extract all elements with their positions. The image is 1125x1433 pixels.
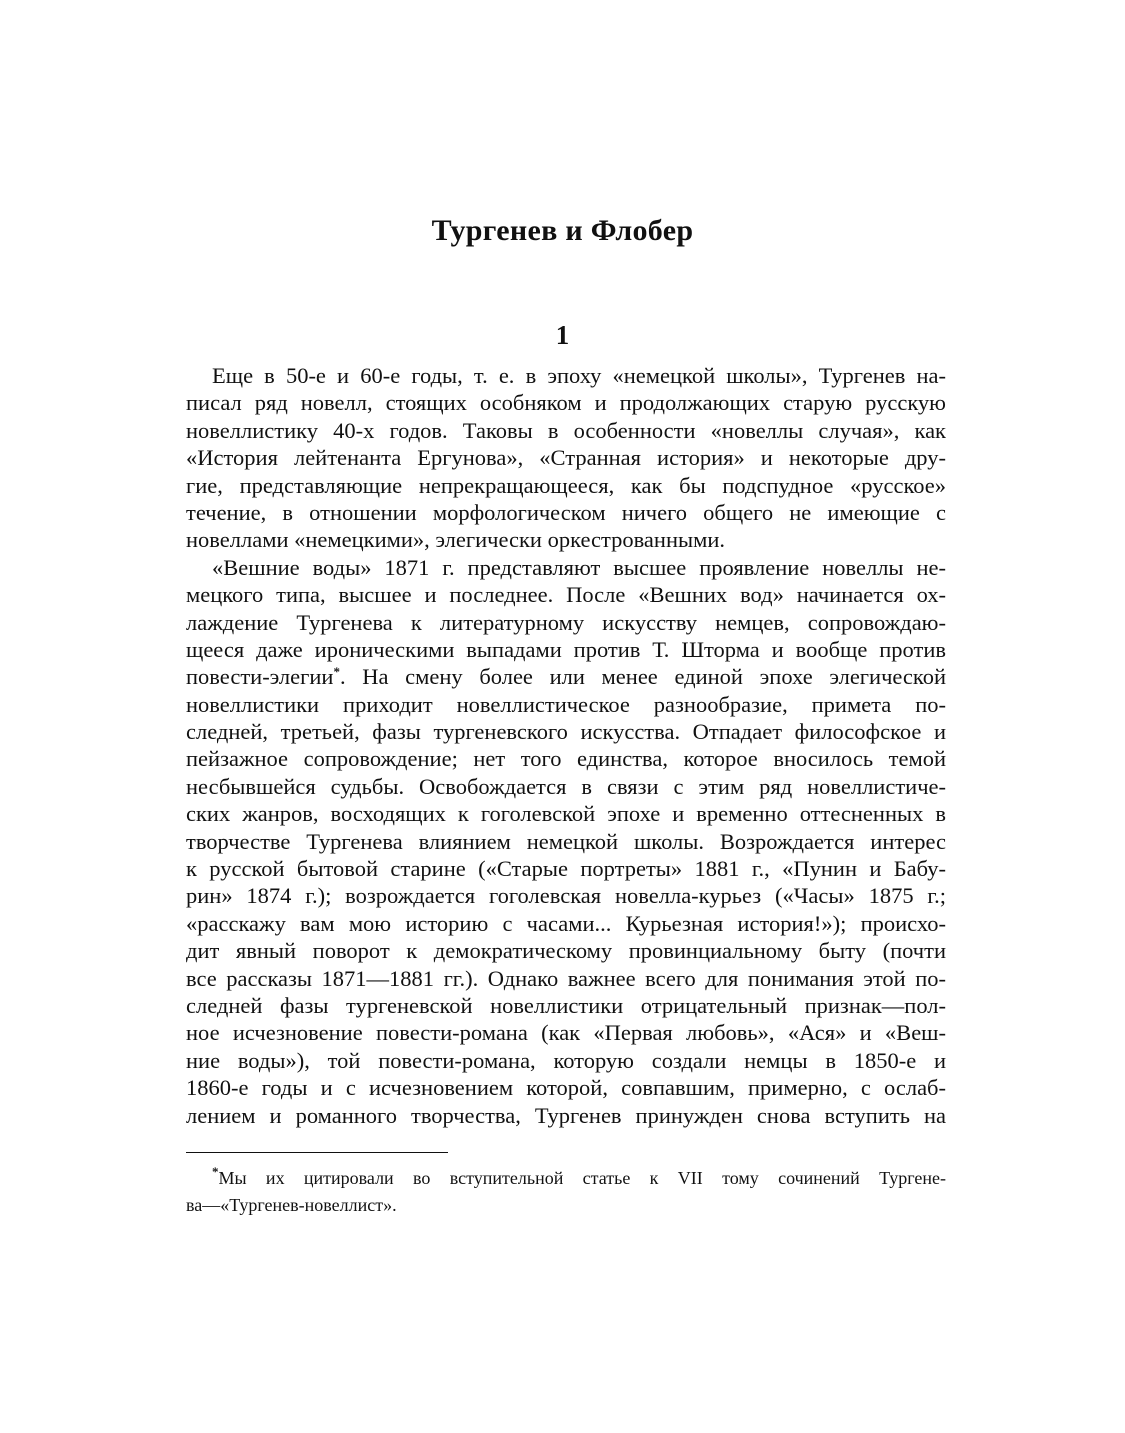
- paragraph-2-line: «расскажу вам мою историю с часами... Курьезная история!»); происхо-: [186, 910, 946, 936]
- paragraph-2-line: новеллистики приходит новеллистическое разнообразие, примета по-: [186, 691, 946, 717]
- paragraph-2-line: ное исчезновение повести-романа (как «Первая любовь», «Ася» и «Веш-: [186, 1020, 946, 1046]
- paragraph-2-line: пейзажное сопровождение; нет того единства, которое вносилось темой: [186, 746, 946, 772]
- footnote-reference-text: повести-элегии: [186, 664, 334, 690]
- paragraph-2-line: ских жанров, восходящих к гоголевской эпохе и временно оттесненных в: [186, 801, 946, 827]
- paragraph-1-line: писал ряд новелл, стоящих особняком и продолжающих старую русскую: [186, 390, 946, 416]
- paragraph-2-line: несбывшейся судьбы. Освобождается в связи с этим ряд новеллистиче-: [186, 773, 946, 799]
- paragraph-2-line-with-footnote: повести-элегии*. На смену более или менее единой эпохе элегической: [186, 664, 947, 690]
- footnote-reference-marker[interactable]: *: [333, 664, 340, 680]
- paragraph-2-line: дит явный поворот к демократическому провинциальному быту (почти: [186, 938, 946, 964]
- chapter-title: Тургенев и Флобер: [431, 214, 694, 247]
- paragraph-1-line: «История лейтенанта Ергунова», «Странная история» и некоторые дру-: [186, 445, 946, 471]
- paragraph-2-line: лаждение Тургенева к литературному искусству немцев, сопровождаю-: [186, 609, 946, 635]
- footnote-text: Мы их цитировали во вступительной статье к VII тому сочинений Тургене-: [218, 1168, 946, 1188]
- section-number: 1: [555, 320, 570, 350]
- footnote-line: ва—«Тургенев-новеллист».: [186, 1195, 397, 1215]
- paragraph-2-line: к русской бытовой старине («Старые портреты» 1881 г., «Пунин и Бабу-: [186, 856, 946, 882]
- paragraph-1-line: новеллистику 40-х годов. Таковы в особенности «новеллы случая», как: [186, 417, 946, 443]
- footnote-divider: [186, 1152, 448, 1153]
- paragraph-2-line: щееся даже ироническими выпадами против Т. Шторма и вообще против: [186, 636, 946, 662]
- paragraph-2-line: творчестве Тургенева влиянием немецкой школы. Возрождается интерес: [186, 828, 946, 854]
- paragraph-2-line: рин» 1874 г.); возрождается гоголевская новелла-курьез («Часы» 1875 г.;: [186, 883, 946, 909]
- paragraph-1-line: новеллами «немецкими», элегически оркестрованными.: [186, 527, 726, 553]
- body-text: [186, 362, 946, 1129]
- paragraph-2-line: все рассказы 1871—1881 гг.). Однако важнее всего для понимания этой по-: [186, 965, 946, 991]
- paragraph-2-line: «Вешние воды» 1871 г. представляют высшее проявление новеллы не-: [212, 554, 946, 580]
- paragraph-1-line: Еще в 50-е и 60-е годы, т. е. в эпоху «немецкой школы», Тургенев на-: [212, 363, 946, 388]
- footnote-line: [186, 1165, 946, 1192]
- paragraph-1-line: гие, представляющие непрекращающееся, как бы подспудное «русское»: [186, 472, 946, 498]
- paragraph-2-line: 1860-е годы и с исчезновением которой, совпавшим, примерно, с ослаб-: [186, 1075, 946, 1101]
- paragraph-2-line: следней фазы тургеневской новеллистики отрицательный признак—пол-: [186, 992, 946, 1018]
- paragraph-1-line: течение, в отношении морфологическом ничего общего не имеющие с: [186, 499, 946, 525]
- paragraph-2-line: мецкого типа, высшее и последнее. После «Вешних вод» начинается ох-: [186, 582, 946, 608]
- footnote-marker: *: [212, 1164, 219, 1179]
- footnote: [186, 1165, 946, 1219]
- paragraph-2-line: следней, третьей, фазы тургеневского искусства. Отпадает философское и: [186, 719, 946, 745]
- paragraph-2-line-continuation: На смену более или менее единой эпохе элегической: [362, 664, 947, 690]
- paragraph-2-line: ние воды»), той повести-романа, которую создали немцы в 1850-е и: [186, 1047, 946, 1073]
- paragraph-2-line: лением и романного творчества, Тургенев принужден снова вступить на: [186, 1102, 946, 1128]
